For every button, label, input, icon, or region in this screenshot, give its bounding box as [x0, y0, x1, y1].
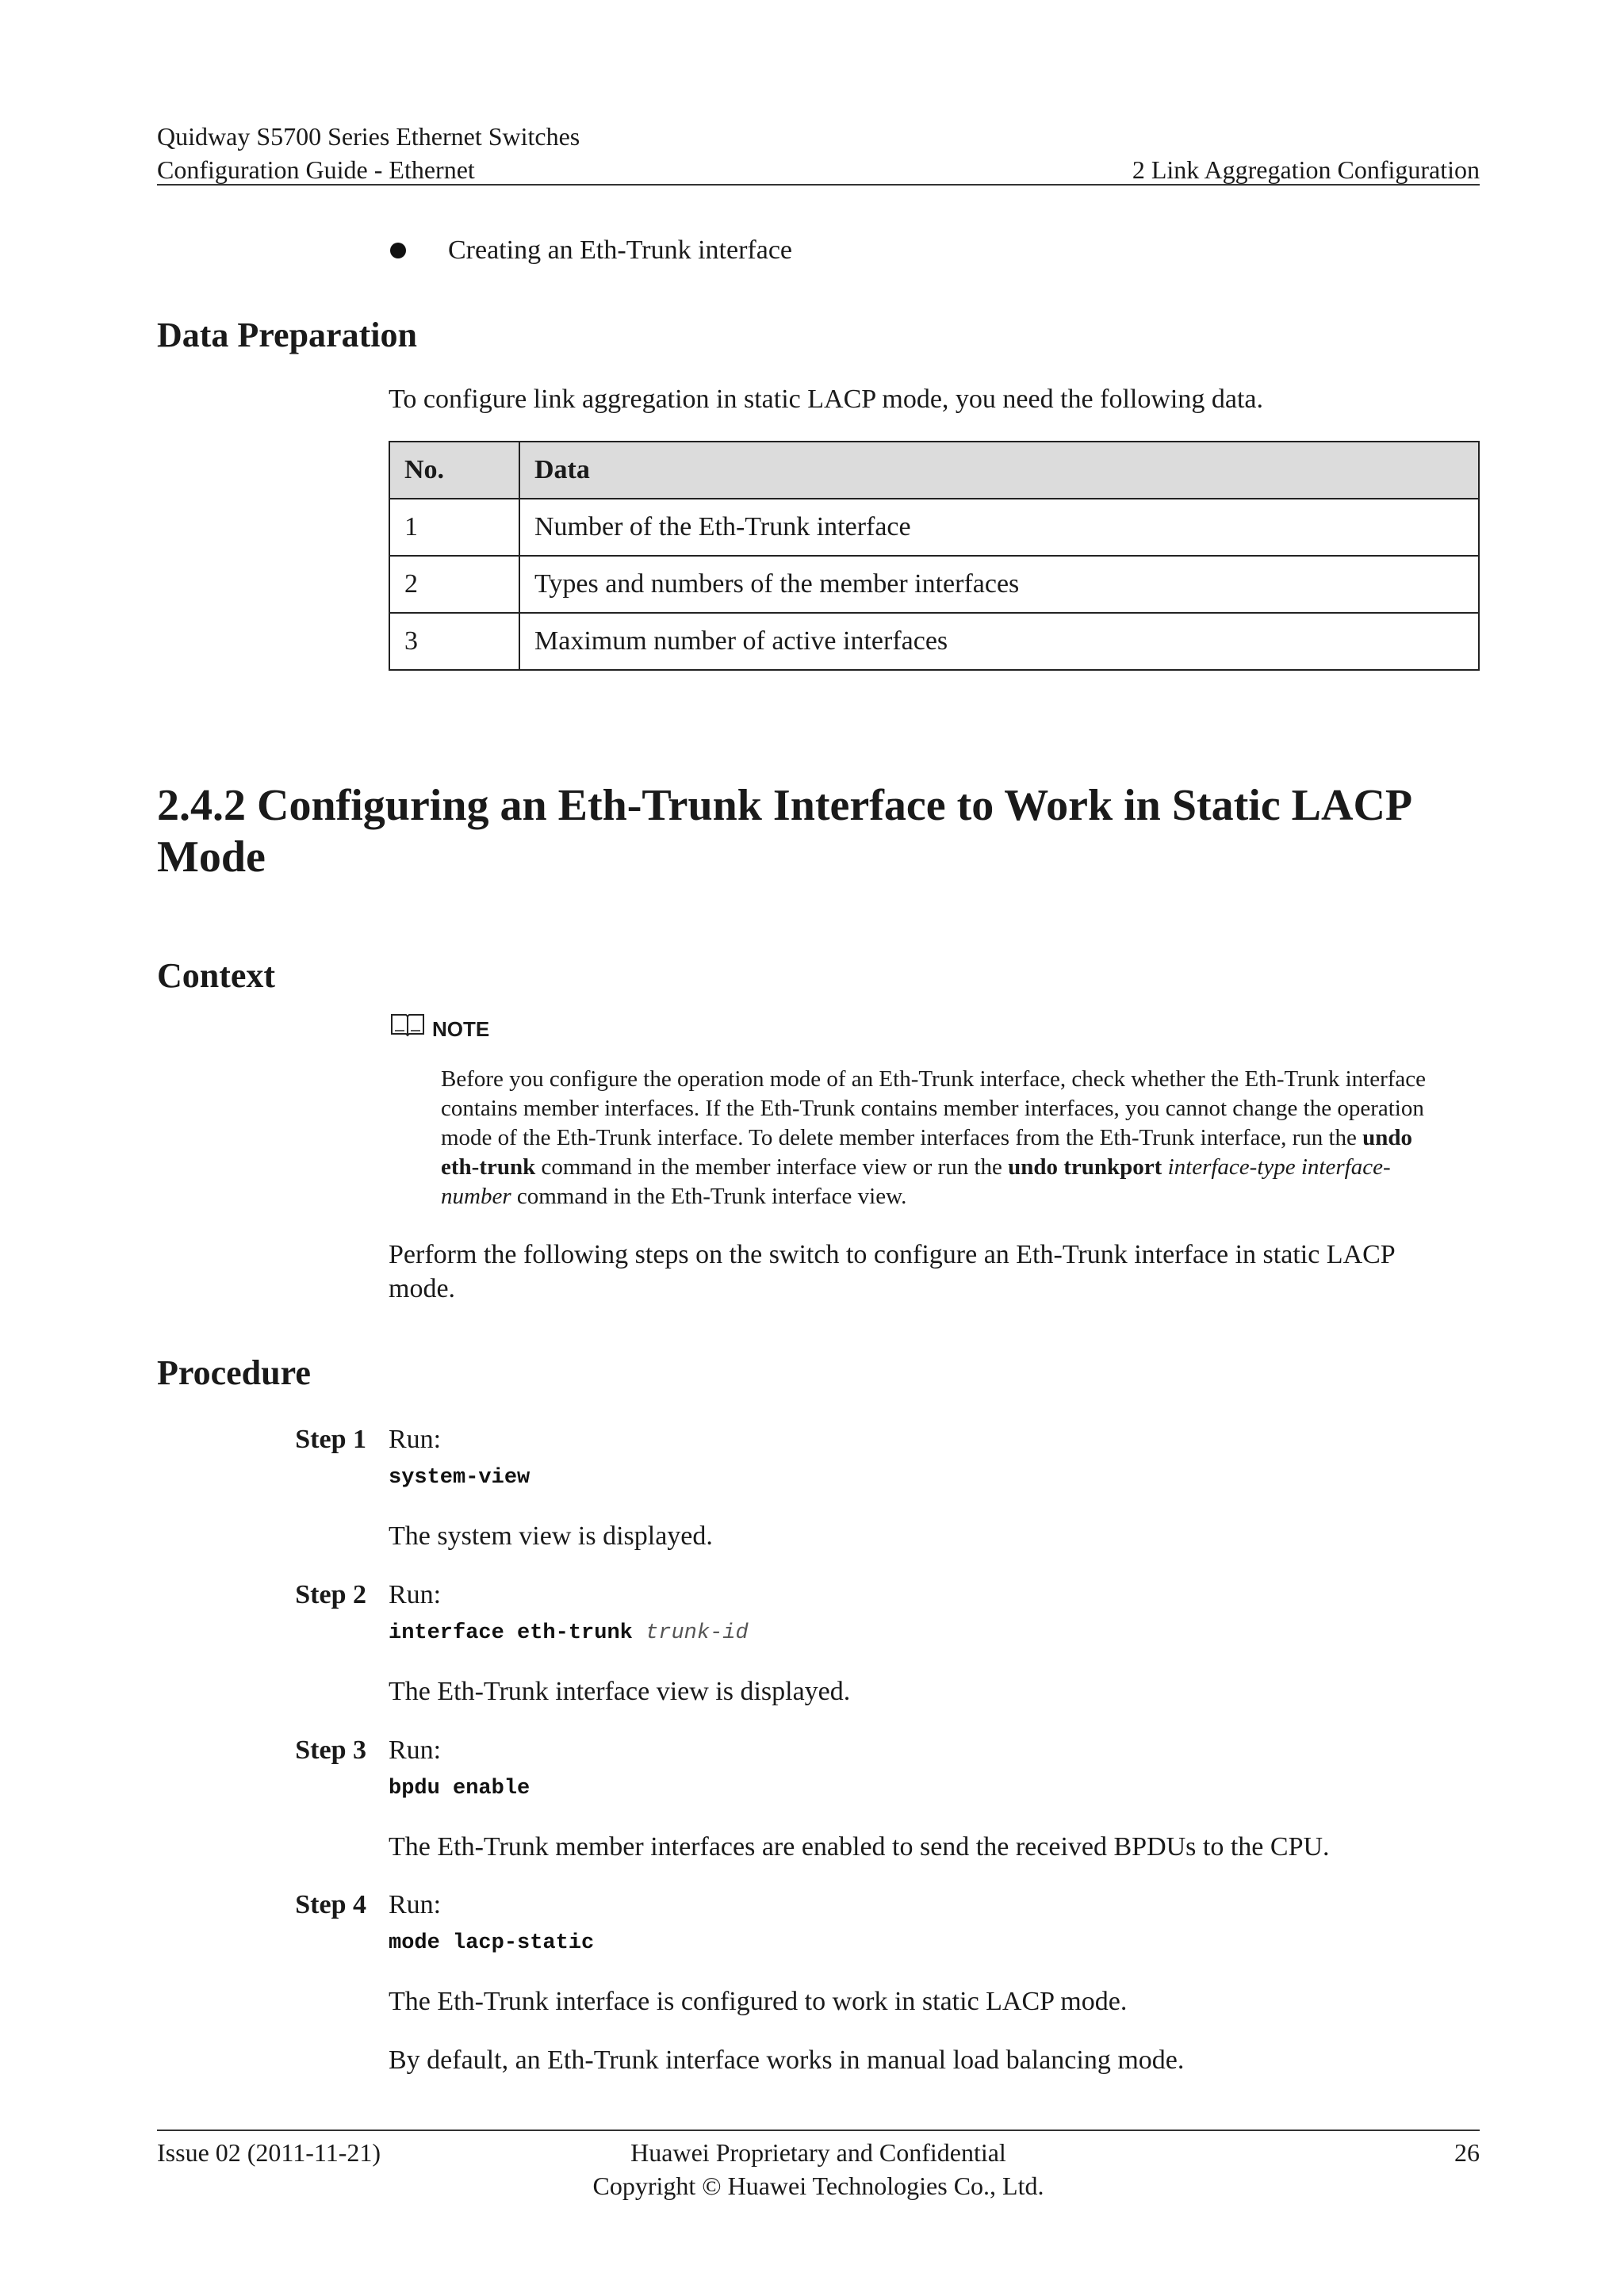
data-preparation-heading: Data Preparation: [157, 316, 417, 354]
header-chapter: 2 Link Aggregation Configuration: [1132, 155, 1480, 184]
note-line: [441, 1153, 1486, 1182]
step-command-keyword: interface eth-trunk: [389, 1621, 633, 1645]
table-cell-data: Types and numbers of the member interfaces: [519, 556, 1479, 613]
footer-rule: [157, 2130, 1480, 2131]
step-run-label: Run:: [389, 1425, 442, 1454]
note-line: [441, 1123, 1486, 1153]
step-command: system-view: [389, 1466, 530, 1490]
step-label: Step 4: [295, 1890, 366, 1919]
header-guide: Configuration Guide - Ethernet: [157, 155, 475, 184]
footer-proprietary: Huawei Proprietary and Confidential: [630, 2138, 1006, 2167]
command-undo-trunkport: undo trunkport: [1008, 1154, 1162, 1180]
context-para-line2: mode.: [389, 1274, 456, 1303]
step-run-label: Run:: [389, 1735, 442, 1765]
table-row: [389, 556, 1479, 613]
data-preparation-intro: To configure link aggregation in static LACP mode, you need the following data.: [389, 385, 1263, 414]
table-cell-no: 2: [389, 556, 519, 613]
table-cell-no: 1: [389, 499, 519, 556]
table-cell-data: Number of the Eth-Trunk interface: [519, 499, 1479, 556]
table-header-row: [389, 442, 1479, 499]
step-label: Step 1: [295, 1425, 366, 1454]
note-text-span: command in the Eth-Trunk interface view.: [511, 1184, 907, 1209]
table-row: [389, 613, 1479, 670]
note-text: [441, 1065, 1486, 1211]
note-text-span: command in the member interface view or run the: [535, 1154, 1009, 1180]
step-description: The system view is displayed.: [389, 1521, 713, 1551]
section-title-line1: 2.4.2 Configuring an Eth-Trunk Interface to Work in Static LACP: [157, 781, 1413, 830]
data-table: [389, 441, 1480, 671]
step-run-label: Run:: [389, 1890, 442, 1919]
footer-copyright: Copyright © Huawei Technologies Co., Ltd.: [592, 2172, 1044, 2200]
step-command: [389, 1619, 749, 1647]
header-product: Quidway S5700 Series Ethernet Switches: [157, 122, 580, 151]
step-description: The Eth-Trunk interface is configured to work in static LACP mode.: [389, 1987, 1128, 2016]
bullet-dot-icon: [390, 243, 406, 258]
step-label: Step 3: [295, 1735, 366, 1765]
footer-page-number: 26: [1454, 2138, 1480, 2167]
step-label: Step 2: [295, 1580, 366, 1609]
footer-issue: Issue 02 (2011-11-21): [157, 2138, 381, 2167]
step-command-arg: trunk-id: [645, 1621, 749, 1645]
step-command: bpdu enable: [389, 1777, 530, 1800]
context-heading: Context: [157, 956, 276, 995]
table-header-no: No.: [389, 442, 519, 499]
step-command: mode lacp-static: [389, 1931, 595, 1955]
note-text-span: mode of the Eth-Trunk interface. To delete member interfaces from the Eth-Trunk interface, run the: [441, 1125, 1363, 1150]
param-interface-type: interface-type interface-: [1162, 1154, 1391, 1180]
header-rule: [157, 184, 1480, 186]
step-note: By default, an Eth-Trunk interface works in manual load balancing mode.: [389, 2045, 1185, 2075]
step-description: The Eth-Trunk member interfaces are enabled to send the received BPDUs to the CPU.: [389, 1832, 1330, 1862]
section-title-line2: Mode: [157, 832, 266, 882]
note-line: contains member interfaces. If the Eth-Trunk contains member interfaces, you cannot change the operation: [441, 1096, 1424, 1121]
book-icon: [390, 1012, 425, 1037]
note-line: [441, 1182, 1486, 1211]
procedure-heading: Procedure: [157, 1353, 311, 1392]
bullet-text: Creating an Eth-Trunk interface: [448, 235, 792, 265]
step-description: The Eth-Trunk interface view is displayed.: [389, 1677, 851, 1706]
step-run-label: Run:: [389, 1580, 442, 1609]
command-eth-trunk: eth-trunk: [441, 1154, 536, 1180]
table-cell-data: Maximum number of active interfaces: [519, 613, 1479, 670]
note-line: Before you configure the operation mode of an Eth-Trunk interface, check whether the Eth-Trunk interface: [441, 1066, 1427, 1092]
table-row: [389, 499, 1479, 556]
table-cell-no: 3: [389, 613, 519, 670]
table-header-data: Data: [519, 442, 1479, 499]
command-undo: undo: [1362, 1125, 1413, 1150]
context-para-line1: Perform the following steps on the switch to configure an Eth-Trunk interface in static LACP: [389, 1240, 1396, 1269]
param-interface-number: number: [441, 1184, 511, 1209]
note-label: NOTE: [432, 1017, 490, 1041]
